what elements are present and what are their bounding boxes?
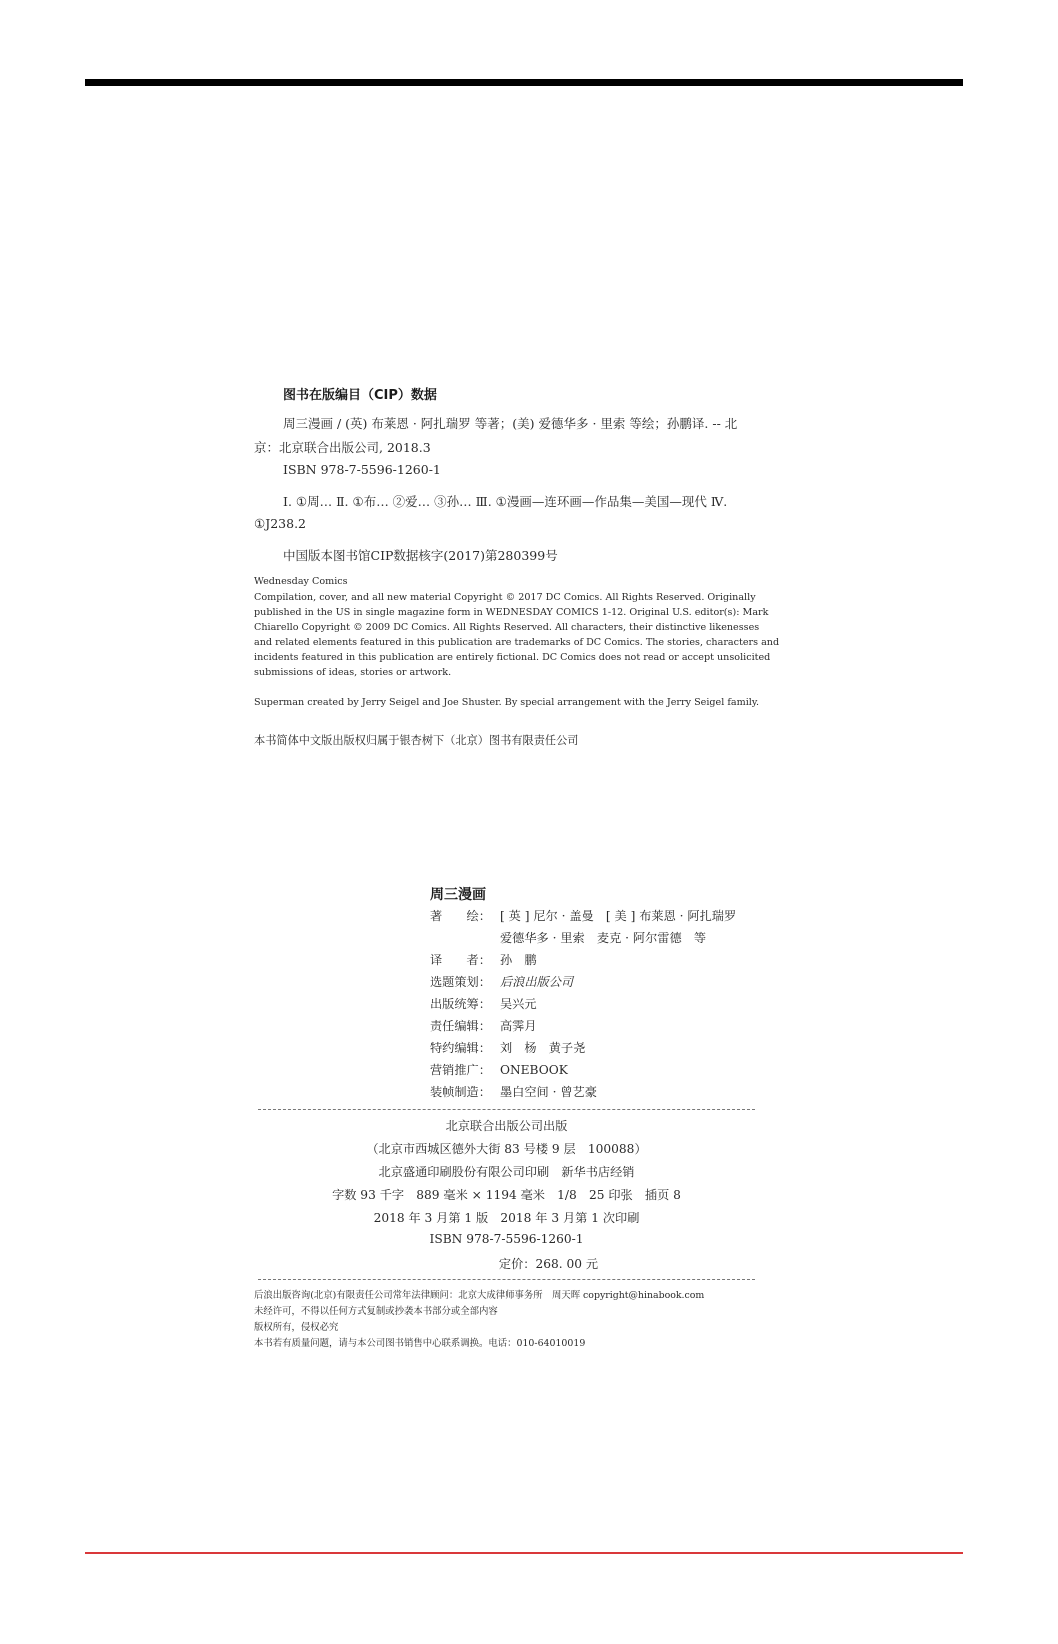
credit-label: 译 者：: [430, 953, 491, 967]
credit-coordination: [430, 995, 537, 1012]
english-paragraph-line: incidents featured in this publication are entirely fictional. DC Comics does not read or accept unsolicited: [254, 652, 771, 663]
english-paragraph-line: Compilation, cover, and all new material Copyright © 2017 DC Comics. All Rights Reserved. Originally: [254, 592, 756, 603]
legal-counsel: 后浪出版咨询(北京)有限责任公司常年法律顾问：北京大成律师事务所 周天晖 copyright@hinabook.com: [254, 1290, 705, 1301]
credit-label: 责任编辑：: [430, 1019, 491, 1033]
cip-isbn: ISBN 978-7-5596-1260-1: [283, 462, 441, 477]
publication-printer: 北京盛通印刷股份有限公司印刷 新华书店经销: [378, 1165, 635, 1179]
bottom-rule: [85, 1552, 963, 1554]
publication-specs: 字数 93 千字 889 毫米 × 1194 毫米 1/8 25 印张 插页 8: [332, 1188, 681, 1202]
legal-rights-reserved: 版权所有，侵权必究: [254, 1322, 339, 1333]
credit-authors-continued: [430, 929, 706, 946]
credit-planning: [430, 973, 573, 990]
english-paragraph-line: and related elements featured in this publication are trademarks of DC Comics. The stories, characters and: [254, 637, 780, 648]
credit-label: 选题策划：: [430, 975, 491, 989]
publisher-logo-text: 后浪出版公司: [500, 975, 574, 989]
credit-value: [ 英 ] 尼尔 · 盖曼 [ 美 ] 布莱恩 · 阿扎瑞罗: [500, 909, 737, 923]
english-paragraph-line: published in the US in single magazine form in WEDNESDAY COMICS 1-12. Original U.S. editor(s): Mark: [254, 607, 769, 618]
dashed-divider: [258, 1279, 755, 1280]
cip-title: 图书在版编目（CIP）数据: [283, 388, 437, 403]
book-title: 周三漫画: [430, 887, 486, 903]
credit-value: 爱德华多 · 里索 麦克 · 阿尔雷德 等: [500, 931, 707, 945]
credit-value: 墨白空间 · 曾艺豪: [500, 1085, 597, 1099]
english-paragraph-line: submissions of ideas, stories or artwork.: [254, 667, 452, 678]
cip-line-1: 周三漫画 / (英) 布莱恩 · 阿扎瑞罗 等著；(美) 爱德华多 · 里索 等绘；孙鹏译. -- 北: [283, 416, 738, 431]
cip-classification-2: ①J238.2: [254, 516, 307, 531]
credit-authors: [430, 907, 736, 924]
english-superman-credit: Superman created by Jerry Seigel and Joe Shuster. By special arrangement with the Jerry Seigel family.: [254, 697, 760, 708]
credit-marketing: [430, 1061, 568, 1078]
cip-verification: 中国版本图书馆CIP数据核字(2017)第280399号: [283, 548, 558, 563]
credit-value: 高霁月: [500, 1019, 537, 1033]
rights-note: 本书简体中文版出版权归属于银杏树下（北京）图书有限责任公司: [254, 734, 579, 747]
publication-address: （北京市西城区德外大街 83 号楼 9 层 100088）: [366, 1142, 647, 1156]
credit-special-editor: [430, 1039, 585, 1056]
publication-edition: 2018 年 3 月第 1 版 2018 年 3 月第 1 次印刷: [373, 1211, 640, 1225]
legal-no-copy: 未经许可，不得以任何方式复制或抄袭本书部分或全部内容: [254, 1306, 498, 1317]
credit-value: 刘 杨 黄子尧: [500, 1041, 586, 1055]
credit-label: 营销推广：: [430, 1063, 491, 1077]
credit-label: 出版统筹：: [430, 997, 491, 1011]
credit-label: 著 绘：: [430, 909, 491, 923]
credit-value: ONEBOOK: [500, 1063, 568, 1077]
credit-label: 特约编辑：: [430, 1041, 491, 1055]
publication-publisher: 北京联合出版公司出版: [445, 1119, 568, 1133]
english-title: Wednesday Comics: [254, 576, 348, 587]
publication-isbn: ISBN 978-7-5596-1260-1: [429, 1232, 584, 1246]
credit-value: 孙 鹏: [500, 953, 537, 967]
credit-label: 装帧制造：: [430, 1085, 491, 1099]
credit-design: [430, 1083, 597, 1100]
publication-price: 定价：268. 00 元: [498, 1257, 599, 1271]
credit-value: 吴兴元: [500, 997, 537, 1011]
credit-translator: [430, 951, 537, 968]
legal-quality-contact: 本书若有质量问题，请与本公司图书销售中心联系调换。电话：010-64010019: [254, 1338, 586, 1349]
english-paragraph-line: Chiarello Copyright © 2009 DC Comics. All Rights Reserved. All characters, their distinctive likenesses: [254, 622, 760, 633]
credit-editor: [430, 1017, 537, 1034]
dashed-divider: [258, 1109, 755, 1110]
top-rule: [85, 79, 963, 86]
cip-classification-1: Ⅰ. ①周… Ⅱ. ①布… ②爱… ③孙… Ⅲ. ①漫画—连环画—作品集—美国—现代 Ⅳ.: [283, 494, 728, 509]
cip-line-2: 京：北京联合出版公司, 2018.3: [254, 440, 431, 455]
